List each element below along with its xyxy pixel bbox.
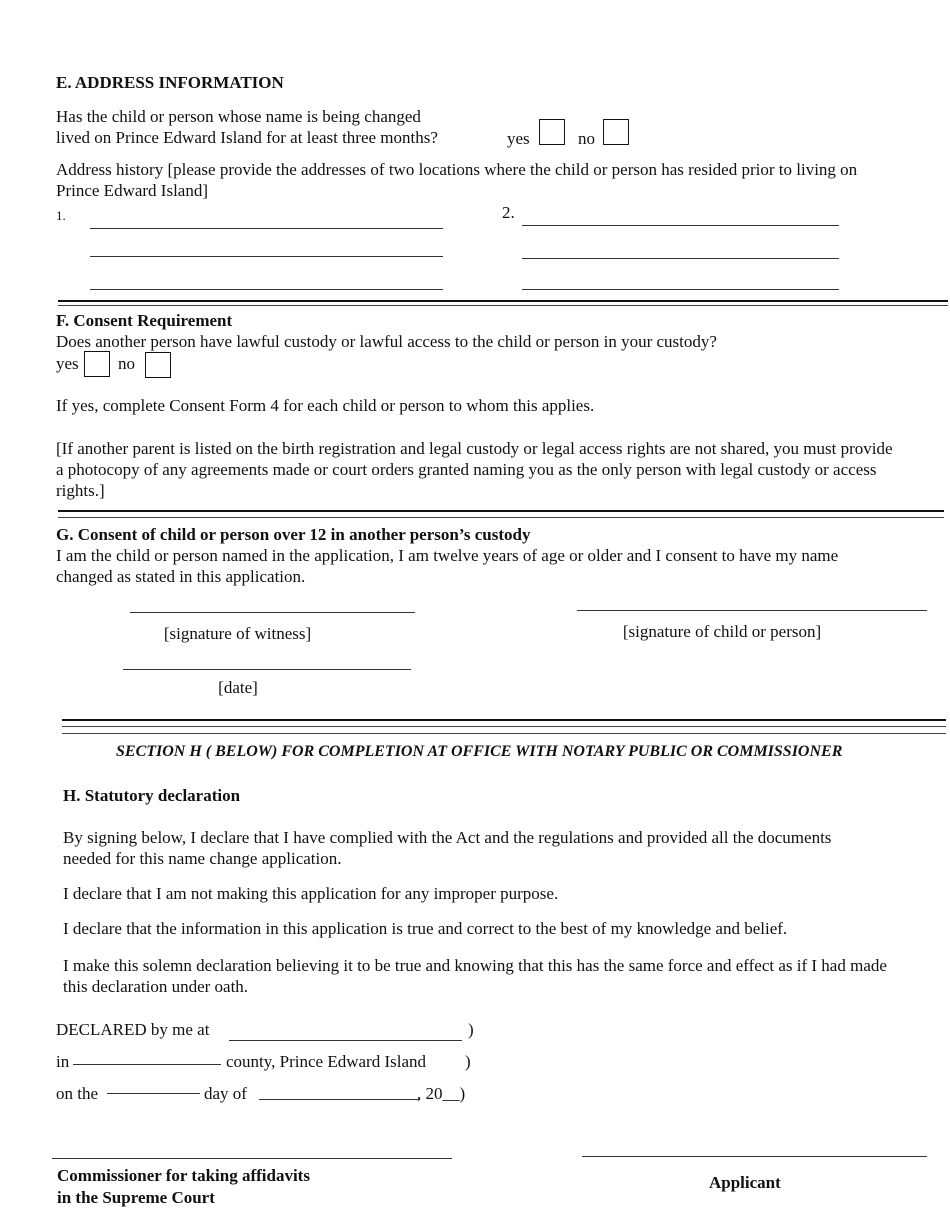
date-label: [date] (218, 678, 258, 697)
county-label: county, Prince Edward Island (226, 1052, 427, 1071)
section-divider (62, 719, 946, 721)
residency-question-line1: Has the child or person whose name is being changed (56, 107, 421, 126)
custody-no-checkbox[interactable] (145, 352, 171, 378)
section-divider (62, 733, 946, 734)
address-1-line-3[interactable] (90, 289, 443, 290)
custody-yes-checkbox[interactable] (84, 351, 110, 377)
section-divider (62, 726, 946, 727)
address-2-line-1[interactable] (522, 225, 839, 226)
section-divider (58, 300, 948, 302)
child-signature-line[interactable] (577, 610, 927, 611)
custody-note: [If another parent is listed on the birth registration and legal custody or legal access rights are not shared, you must provide a photocopy of any agreements made or court orders granted naming you as the only person with legal custody or access rights.] (56, 439, 893, 500)
declared-at-label: DECLARED by me at (56, 1020, 210, 1039)
section-e-heading: E. ADDRESS INFORMATION (56, 73, 284, 92)
section-h-heading: H. Statutory declaration (63, 786, 241, 805)
section-divider (58, 510, 944, 512)
witness-signature-label: [signature of witness] (163, 624, 312, 643)
day-of-label: day of (204, 1084, 247, 1103)
address-2-number: 2. (502, 203, 515, 222)
address-1-line-2[interactable] (90, 256, 443, 257)
applicant-signature-line[interactable] (582, 1156, 927, 1157)
section-divider (58, 517, 944, 518)
day-line[interactable] (107, 1093, 200, 1094)
residency-no-label: no (578, 129, 595, 148)
date-line[interactable] (123, 669, 411, 670)
consent-form-instruction: If yes, complete Consent Form 4 for each child or person to whom this applies. (56, 396, 595, 415)
residency-yes-checkbox[interactable] (539, 119, 565, 145)
commissioner-label-line2: in the Supreme Court (57, 1188, 215, 1207)
on-the-label: on the (56, 1084, 99, 1103)
declared-location-line[interactable] (229, 1040, 462, 1041)
section-h-banner: SECTION H ( BELOW) FOR COMPLETION AT OFFICE WITH NOTARY PUBLIC OR COMMISSIONER (116, 743, 843, 760)
custody-yes-label: yes (56, 354, 79, 373)
section-divider (58, 305, 948, 306)
address-1-number: 1. (56, 208, 66, 223)
address-history-text: Address history [please provide the addresses of two locations where the child or person has resided prior to living on Prince Edward Island] (56, 160, 858, 200)
custody-no-label: no (118, 354, 135, 373)
witness-signature-line[interactable] (130, 612, 415, 613)
declaration-paragraph-3: I declare that the information in this application is true and correct to the best of my knowledge and belief. (63, 919, 788, 938)
custody-question: Does another person have lawful custody or lawful access to the child or person in your custody? (56, 332, 717, 351)
declaration-paragraph-4: I make this solemn declaration believing it to be true and knowing that this has the same force and effect as if I had made this declaration under oath. (63, 956, 887, 996)
child-signature-label: [signature of child or person] (622, 622, 822, 641)
address-2-line-3[interactable] (522, 289, 839, 290)
year-label: , 20__) (417, 1084, 466, 1103)
section-g-heading: G. Consent of child or person over 12 in another person’s custody (56, 525, 531, 544)
month-line[interactable] (259, 1099, 419, 1100)
child-consent-statement: I am the child or person named in the application, I am twelve years of age or older and I consent to have my name changed as stated in this application. (56, 546, 839, 586)
in-label: in (56, 1052, 70, 1071)
declaration-paragraph-1: By signing below, I declare that I have complied with the Act and the regulations and provided all the documents needed for this name change application. (63, 828, 832, 868)
paren: ) (468, 1020, 474, 1039)
residency-no-checkbox[interactable] (603, 119, 629, 145)
address-1-line-1[interactable] (90, 228, 443, 229)
commissioner-label-line1: Commissioner for taking affidavits (57, 1166, 310, 1185)
residency-question-line2: lived on Prince Edward Island for at least three months? (56, 128, 438, 147)
declaration-paragraph-2: I declare that I am not making this application for any improper purpose. (63, 884, 559, 903)
commissioner-signature-line[interactable] (52, 1158, 452, 1159)
section-f-heading: F. Consent Requirement (56, 311, 233, 330)
applicant-label: Applicant (709, 1173, 781, 1192)
address-2-line-2[interactable] (522, 258, 839, 259)
paren: ) (465, 1052, 471, 1071)
county-line[interactable] (73, 1064, 221, 1065)
residency-yes-label: yes (507, 129, 530, 148)
